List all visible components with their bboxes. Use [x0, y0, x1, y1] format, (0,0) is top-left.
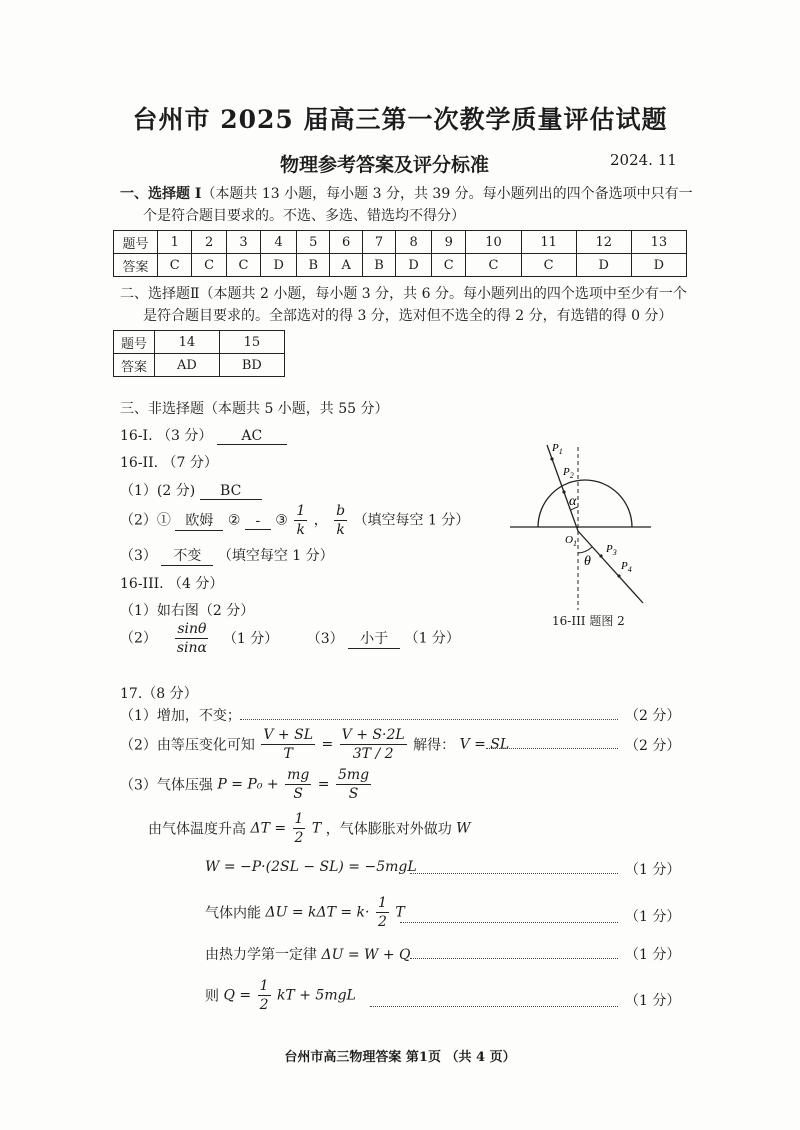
q17-line2-math: W = −P·(2SL − SL) = −5mgL: [205, 859, 417, 875]
table-cell: 10: [466, 231, 521, 254]
q17-part3-fraction2: [336, 766, 371, 803]
label-p1: $P_1$: [552, 442, 563, 456]
section2-question-label: 题号: [114, 331, 155, 354]
q16-2-part3: [120, 545, 334, 566]
table-cell: A: [330, 254, 363, 277]
section1-answer-row: [114, 254, 687, 277]
table-cell: 1: [158, 231, 192, 254]
q17-line5-score: （1 分）: [625, 993, 681, 1009]
table-cell: 7: [362, 231, 395, 254]
table-cell: 4: [261, 231, 297, 254]
equals-sign: =: [317, 776, 330, 793]
q16-3-part3-answer: 小于: [348, 628, 400, 649]
pin-p3: [599, 554, 602, 557]
section2-description: [120, 283, 687, 303]
q17-line4-prefix: 由热力学第一定律: [205, 947, 317, 963]
fraction-denominator: S: [293, 786, 304, 802]
table-cell: 2: [192, 231, 226, 254]
q16-1-label: 16-I.: [120, 428, 153, 444]
q17-part2-score: （2 分）: [625, 738, 681, 754]
q16-3-header: [120, 573, 223, 593]
pin-p1: [550, 457, 553, 460]
q16-3-part2-fraction: [175, 620, 208, 657]
q17-line5: [205, 977, 356, 1014]
label-theta: θ: [584, 554, 591, 569]
q16-2-score: （7 分）: [162, 455, 218, 471]
q17-line3-math: ΔU = kΔT = k·: [265, 904, 370, 921]
page-footer: 台州市高三物理答案 第1页 （共 4 页）: [284, 1050, 516, 1065]
q16-3-part3-label: （3）: [306, 630, 344, 647]
fraction-denominator: sinα: [176, 640, 207, 656]
table-cell: C: [192, 254, 226, 277]
pin-p2: [562, 490, 565, 493]
q16-2-part3-answer: 不变: [161, 545, 213, 566]
q17-part3-lhs: P = P₀ +: [217, 776, 279, 793]
leader-dots: [400, 922, 618, 923]
q17-line4: [205, 944, 411, 964]
section1-answer-table: [113, 230, 687, 277]
fraction-numerator: mg: [287, 767, 310, 783]
table-cell: AD: [155, 354, 220, 377]
q16-2-part2-fraction1: [294, 502, 307, 539]
fraction-denominator: k: [336, 522, 345, 538]
q16-2-part2-note: （填空每空 1 分）: [353, 512, 470, 529]
q16-3-part2-score: （1 分）: [222, 630, 279, 647]
table-cell: 3: [226, 231, 260, 254]
q17-line1: [148, 810, 471, 847]
q17-part3-prefix: （3）气体压强: [120, 777, 213, 794]
table-cell: C: [521, 254, 576, 277]
q16-2-part1-answer: BC: [200, 483, 262, 500]
leader-dots: [486, 748, 618, 749]
section2-desc-line2: 是符合题目要求的。全部选对的得 3 分，选对但不选全的得 2 分，有选错的得 0 分）: [143, 308, 673, 324]
q16-2-part3-note: （填空每空 1 分）: [217, 548, 334, 564]
section2-answer-row: [114, 354, 285, 377]
table-cell: 15: [219, 331, 284, 354]
table-cell: 5: [297, 231, 330, 254]
label-p2: $P_2$: [563, 466, 574, 480]
fraction-numerator: sinθ: [177, 621, 207, 637]
q17-line3-t: T: [395, 904, 405, 921]
fraction-numerator: b: [336, 503, 346, 519]
q16-3-part2: [120, 620, 460, 657]
table-cell: C: [466, 254, 521, 277]
table-cell: 8: [396, 231, 432, 254]
q17-line3: [205, 894, 405, 931]
fraction-denominator: 2: [294, 830, 304, 846]
q16-3-part3-score: （1 分）: [404, 630, 460, 647]
fraction-denominator: k: [296, 522, 306, 538]
fraction-numerator: 1: [377, 895, 387, 911]
section1-description: [120, 183, 693, 203]
section2-question-row: [114, 331, 285, 354]
q16-1: [120, 425, 287, 445]
table-cell: D: [261, 254, 297, 277]
q16-2-label: 16-II.: [120, 455, 159, 471]
leader-dots: [410, 873, 618, 874]
q17-line5-math: Q =: [223, 987, 252, 1004]
q16-2-part2-label: （2）①: [120, 512, 171, 529]
q16-2-part2-separator: ，: [313, 512, 328, 529]
fraction-numerator: 1: [259, 978, 269, 994]
q17-part1-score: （2 分）: [625, 708, 681, 724]
exam-date: 2024. 11: [610, 151, 677, 169]
table-cell: B: [362, 254, 395, 277]
q17-part3-fraction1: [285, 766, 311, 803]
table-cell: 12: [576, 231, 631, 254]
semicircle-glass: [538, 480, 632, 527]
q17-line3-prefix: 气体内能: [205, 905, 261, 922]
section3-heading: 三、非选择题: [120, 401, 204, 417]
q16-3-part2-label: （2）: [120, 630, 157, 647]
section1-answer-label: 答案: [114, 254, 158, 277]
section2-answer-table: [113, 330, 285, 377]
q17-line5-fraction: [258, 977, 271, 1014]
q16-2-part2-fraction2: [334, 502, 347, 539]
section1-desc-line1: （本题共 13 小题，每小题 3 分，共 39 分。每小题列出的四个备选项中只有一: [201, 186, 693, 202]
section3-desc: （本题共 5 小题，共 55 分）: [204, 401, 389, 417]
q17-line1-w: W: [456, 820, 471, 837]
section2-heading: 二、选择题Ⅱ: [120, 286, 200, 302]
q16-2-part1: [120, 480, 262, 500]
table-cell: 6: [330, 231, 363, 254]
page-subtitle: 物理参考答案及评分标准: [280, 154, 490, 176]
q16-2-part3-label: （3）: [120, 548, 157, 564]
q16-3-score: （4 分）: [168, 576, 224, 592]
leader-dots: [240, 719, 618, 720]
q16-2-part2-mark2: ②: [227, 512, 241, 529]
q17-part2: [120, 726, 509, 763]
label-p3: $P_3$: [606, 543, 617, 557]
page-title: 台州市 2025 届高三第一次教学质量评估试题: [132, 105, 668, 134]
q17-line5-post: kT + 5mgL: [276, 987, 356, 1004]
table-cell: 14: [155, 331, 220, 354]
q16-2-part2-answer2: -: [245, 513, 271, 530]
fraction-denominator: 3T / 2: [352, 746, 394, 762]
q16-2-header: [120, 452, 218, 472]
fraction-denominator: 2: [259, 997, 269, 1013]
section3-description: [120, 398, 389, 418]
fraction-denominator: S: [348, 786, 359, 802]
table-cell: 13: [631, 231, 686, 254]
q16-2-part2: [120, 502, 469, 539]
q17-part3: [120, 766, 373, 803]
q17-line4-score: （1 分）: [625, 947, 681, 963]
q17-line3-score: （1 分）: [625, 909, 681, 925]
q17-line4-math: ΔU = W + Q: [321, 947, 411, 963]
q17-line3-fraction: [376, 894, 389, 931]
table-cell: BD: [219, 354, 284, 377]
leader-dots: [410, 958, 618, 959]
q16-1-answer: AC: [217, 428, 287, 445]
fraction-numerator: V + S·2L: [341, 727, 405, 743]
q17-part2-fraction1: [261, 726, 315, 763]
leader-dots: [370, 1006, 618, 1007]
section2-desc-line1: （本题共 2 小题，每小题 3 分，共 6 分。每小题列出的四个选项中至少有一个: [199, 286, 687, 302]
table-cell: C: [158, 254, 192, 277]
fraction-numerator: 5mg: [337, 767, 370, 783]
q16-1-score: （3 分）: [156, 428, 213, 444]
q16-2-part2-answer1: 欧姆: [175, 510, 223, 531]
section1-question-label: 题号: [114, 231, 158, 254]
section1-heading: 一、选择题 Ⅰ: [120, 186, 202, 202]
q17-line1-math: ΔT =: [250, 820, 287, 837]
label-alpha: α: [569, 494, 577, 509]
fraction-numerator: 1: [296, 503, 306, 519]
q17-line5-prefix: 则: [205, 988, 219, 1005]
q17-part2-fraction2: [340, 726, 407, 763]
table-cell: D: [631, 254, 686, 277]
refraction-diagram: [505, 435, 665, 625]
q17-line1-t: T: [311, 820, 322, 837]
theta-arc: [578, 547, 592, 553]
table-cell: D: [576, 254, 631, 277]
label-o1: $O_1$: [565, 534, 577, 548]
table-cell: 11: [521, 231, 576, 254]
q17-part2-prefix: （2）由等压变化可知: [120, 737, 255, 754]
table-cell: C: [432, 254, 466, 277]
pin-p4: [617, 574, 620, 577]
q17-part2-result: V = SL: [459, 736, 510, 753]
q16-3-part1: （1）如右图（2 分）: [120, 603, 255, 619]
fraction-denominator: T: [283, 746, 293, 762]
section2-answer-label: 答案: [114, 354, 155, 377]
section1-desc-line2: 个是符合题目要求的。不选、多选、错选均不得分）: [143, 208, 465, 224]
q17-line2-score: （1 分）: [625, 862, 681, 878]
q17-part1: （1）增加，不变；: [120, 708, 241, 724]
q17-part2-post: 解得：: [413, 737, 456, 754]
q16-2-part1-label: （1）(2 分): [120, 483, 196, 499]
q17-line1-fraction: [293, 810, 306, 847]
q17-header: 17.（8 分）: [120, 686, 198, 702]
table-cell: 9: [432, 231, 466, 254]
q16-3-label: 16-III.: [120, 576, 164, 592]
table-cell: B: [297, 254, 330, 277]
table-cell: C: [226, 254, 260, 277]
q16-2-part2-mark3: ③: [275, 512, 288, 529]
figure-caption: 16-III 题图 2: [552, 614, 625, 628]
fraction-numerator: 1: [294, 811, 304, 827]
equals-sign: =: [321, 736, 334, 753]
section1-question-row: [114, 231, 687, 254]
fraction-numerator: V + SL: [263, 727, 314, 743]
label-p4: $P_4$: [621, 560, 632, 574]
q17-line1-post: ，气体膨胀对外做功: [325, 821, 452, 838]
fraction-denominator: 2: [377, 914, 387, 930]
q17-line1-prefix: 由气体温度升高: [148, 821, 246, 838]
table-cell: D: [396, 254, 432, 277]
